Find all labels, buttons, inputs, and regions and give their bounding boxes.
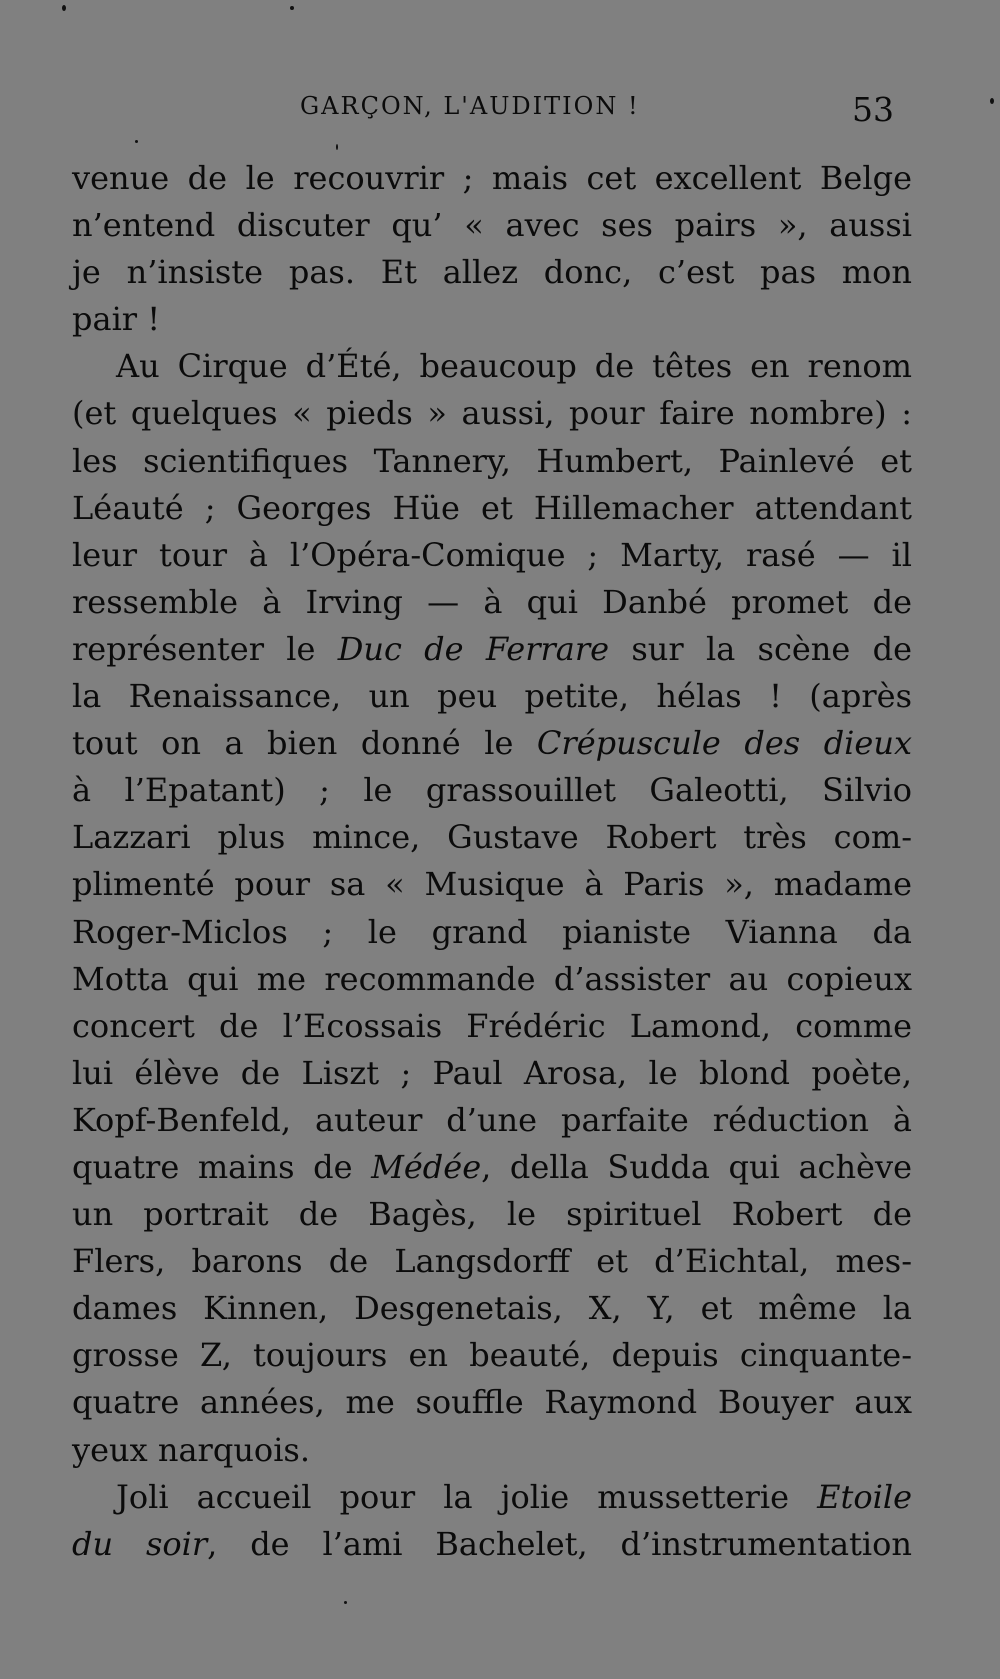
text-segment: , de l’ami Bachelet, d’instrumentation <box>207 1524 913 1563</box>
text-line <box>72 249 912 296</box>
text-segment: Flers, barons de Langsdorff et d’Eichtal, mes- <box>72 1242 912 1281</box>
text-segment: les scientifiques Tannery, Humbert, Painlevé et <box>72 441 912 480</box>
text-segment: venue de le recouvrir ; mais cet excellent Belge <box>72 159 912 197</box>
scan-speck <box>62 5 66 11</box>
text-line <box>72 814 912 861</box>
text-line <box>72 956 912 1003</box>
text-segment: à l’Epatant) ; le grassouillet Galeotti, Silvio <box>72 771 912 810</box>
text-line <box>72 343 912 390</box>
text-line <box>72 1521 912 1568</box>
scan-speck <box>344 1601 347 1604</box>
text-line <box>72 767 912 814</box>
text-segment: plimenté pour sa « Musique à Paris », madame <box>72 865 912 904</box>
text-line <box>72 1050 912 1097</box>
text-segment: Roger-Miclos ; le grand pianiste Vianna da <box>72 912 912 951</box>
text-segment: dames Kinnen, Desgenetais, X, Y, et même la <box>72 1289 912 1328</box>
text-segment: lui élève de Liszt ; Paul Arosa, le blond poète, <box>72 1053 912 1092</box>
text-segment: (et quelques « pieds » aussi, pour faire nombre) : <box>72 394 912 433</box>
scan-speck <box>290 6 294 10</box>
running-title: GARÇON, L'AUDITION ! <box>300 92 640 120</box>
text-line <box>72 1474 912 1521</box>
text-line <box>72 626 912 673</box>
text-line <box>72 861 912 908</box>
italic-title: Crépuscule des dieux <box>536 724 913 763</box>
italic-title: Etoile <box>817 1477 912 1516</box>
text-segment: je n’insiste pas. Et allez donc, c’est pas mon <box>72 253 912 292</box>
text-line <box>72 296 912 343</box>
text-segment: Kopf-Benfeld, auteur d’une parfaite réduction à <box>72 1100 912 1139</box>
text-line <box>72 1191 912 1238</box>
text-segment: sur la scène de <box>609 629 913 668</box>
italic-title: Duc de Ferrare <box>337 629 610 668</box>
text-segment: grosse Z, toujours en beauté, depuis cinquante- <box>72 1336 912 1375</box>
italic-title: Médée <box>371 1147 482 1186</box>
text-line <box>72 202 912 249</box>
text-line <box>72 1097 912 1144</box>
text-line <box>72 1379 912 1426</box>
text-line <box>72 1144 912 1191</box>
text-line <box>72 485 912 532</box>
text-segment: , della Sudda qui achève <box>481 1147 913 1186</box>
page-number: 53 <box>852 90 894 129</box>
text-line <box>72 1285 912 1332</box>
text-line <box>72 1238 912 1285</box>
text-segment: leur tour à l’Opéra-Comique ; Marty, rasé — il <box>72 535 912 574</box>
text-segment: Au Cirque d’Été, beaucoup de têtes en renom <box>116 347 912 386</box>
scan-speck <box>990 98 994 104</box>
text-line <box>72 1332 912 1379</box>
text-line <box>72 1003 912 1050</box>
text-segment: Léauté ; Georges Hüe et Hillemacher attendant <box>72 488 912 527</box>
text-line <box>72 579 912 626</box>
text-segment: quatre années, me souffle Raymond Bouyer aux <box>72 1383 912 1422</box>
scan-speck <box>336 144 338 150</box>
body-text <box>72 155 912 1568</box>
text-line <box>72 438 912 485</box>
scan-speck <box>135 140 138 143</box>
italic-title: du soir <box>72 1524 208 1563</box>
text-segment: concert de l’Ecossais Frédéric Lamond, comme <box>72 1006 912 1045</box>
text-segment: représenter le <box>72 629 338 668</box>
text-segment: pair ! <box>72 300 161 339</box>
text-line <box>72 532 912 579</box>
text-line <box>72 909 912 956</box>
text-line <box>72 155 912 202</box>
text-line <box>72 1427 912 1474</box>
text-segment: yeux narquois. <box>72 1430 311 1469</box>
text-segment: ressemble à Irving — à qui Danbé promet de <box>72 582 912 621</box>
text-segment: quatre mains de <box>72 1147 372 1186</box>
text-segment: Motta qui me recommande d’assister au copieux <box>72 959 912 998</box>
text-segment: tout on a bien donné le <box>72 724 537 763</box>
text-line <box>72 390 912 437</box>
text-segment: un portrait de Bagès, le spirituel Robert de <box>72 1195 912 1234</box>
text-segment: n’entend discuter qu’ « avec ses pairs », aussi <box>72 206 912 245</box>
text-segment: Lazzari plus mince, Gustave Robert très com- <box>72 818 912 857</box>
text-segment: la Renaissance, un peu petite, hélas ! (après <box>72 677 912 716</box>
text-line <box>72 720 912 767</box>
text-segment: Joli accueil pour la jolie mussetterie <box>116 1477 818 1516</box>
text-line <box>72 673 912 720</box>
